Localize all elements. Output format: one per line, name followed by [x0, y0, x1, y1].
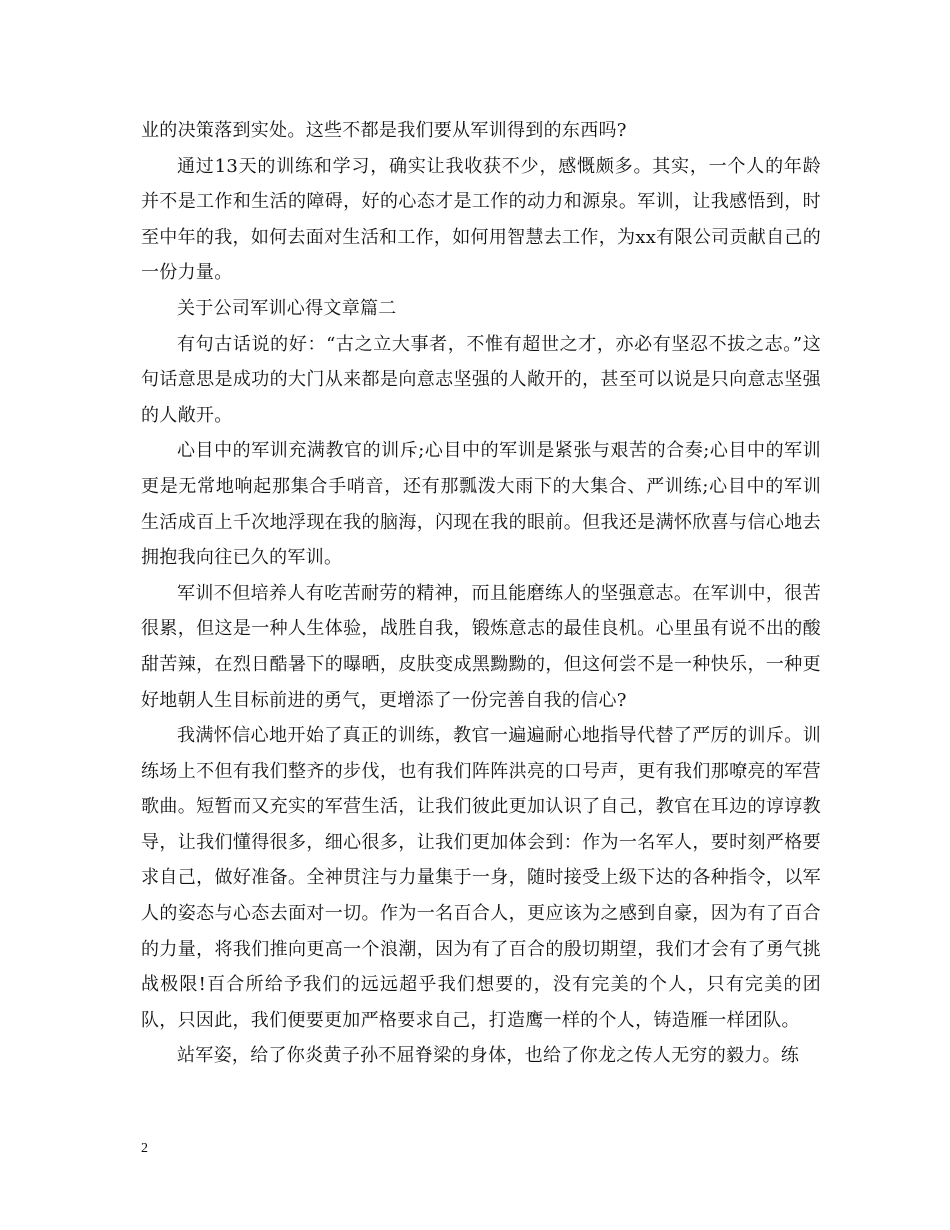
page-number: 2	[141, 1141, 148, 1156]
document-body	[141, 113, 821, 1074]
paragraph: 有句古话说的好：“古之立大事者，不惟有超世之才，亦必有坚忍不拔之志。”这句话意思是成功的大门从来都是向意志坚强的人敞开的，甚至可以说是只向意志坚强的人敞开。	[141, 333, 821, 426]
paragraph: 军训不但培养人有吃苦耐劳的精神，而且能磨练人的坚强意志。在军训中，很苦很累，但这是一种人生体验，战胜自我，锻炼意志的最佳良机。心里虽有说不出的酸甜苦辣，在烈日酷暑下的曝晒，皮肤变成黑黝黝的，但这何尝不是一种快乐，一种更好地朝人生目标前进的勇气，更增添了一份完善自我的信心?	[141, 582, 821, 711]
paragraph: 通过13天的训练和学习，确实让我收获不少，感慨颇多。其实，一个人的年龄并不是工作和生活的障碍，好的心态才是工作的动力和源泉。军训，让我感悟到，时至中年的我，如何去面对生活和工作，如何用智慧去工作，为xx有限公司贡献自己的一份力量。	[141, 155, 821, 284]
paragraph: 站军姿，给了你炎黄子孙不屈脊梁的身体，也给了你龙之传人无穷的毅力。练	[177, 1045, 800, 1067]
paragraph-continuation: 业的决策落到实处。这些不都是我们要从军训得到的东西吗?	[141, 120, 627, 141]
paragraph: 我满怀信心地开始了真正的训练，教官一遍遍耐心地指导代替了严厉的训斥。训练场上不但有我们整齐的步伐，也有我们阵阵洪亮的口号声，更有我们那嘹亮的军营歌曲。短暂而又充实的军营生活，让我们彼此更加认识了自己，教官在耳边的谆谆教导，让我们懂得很多，细心很多，让我们更加体会到：作为一名军人，要时刻严格要求自己，做好准备。全神贯注与力量集于一身，随时接受上级下达的各种指令，以军人的姿态与心态去面对一切。作为一名百合人，更应该为之感到自豪，因为有了百合的力量，将我们推向更高一个浪潮，因为有了百合的殷切期望，我们才会有了勇气挑战极限!百合所给予我们的远远超乎我们想要的，没有完美的个人，只有完美的团队，只因此，我们便要更加严格要求自己，打造鹰一样的个人，铸造雁一样团队。	[141, 725, 821, 1031]
paragraph: 心目中的军训充满教官的训斥;心目中的军训是紧张与艰苦的合奏;心目中的军训更是无常地响起那集合手哨音，还有那瓢泼大雨下的大集合、严训练;心目中的军训生活成百上千次地浮现在我的脑海，闪现在我的眼前。但我还是满怀欣喜与信心地去拥抱我向往已久的军训。	[141, 440, 821, 569]
section-heading: 关于公司军训心得文章篇二	[177, 297, 397, 319]
